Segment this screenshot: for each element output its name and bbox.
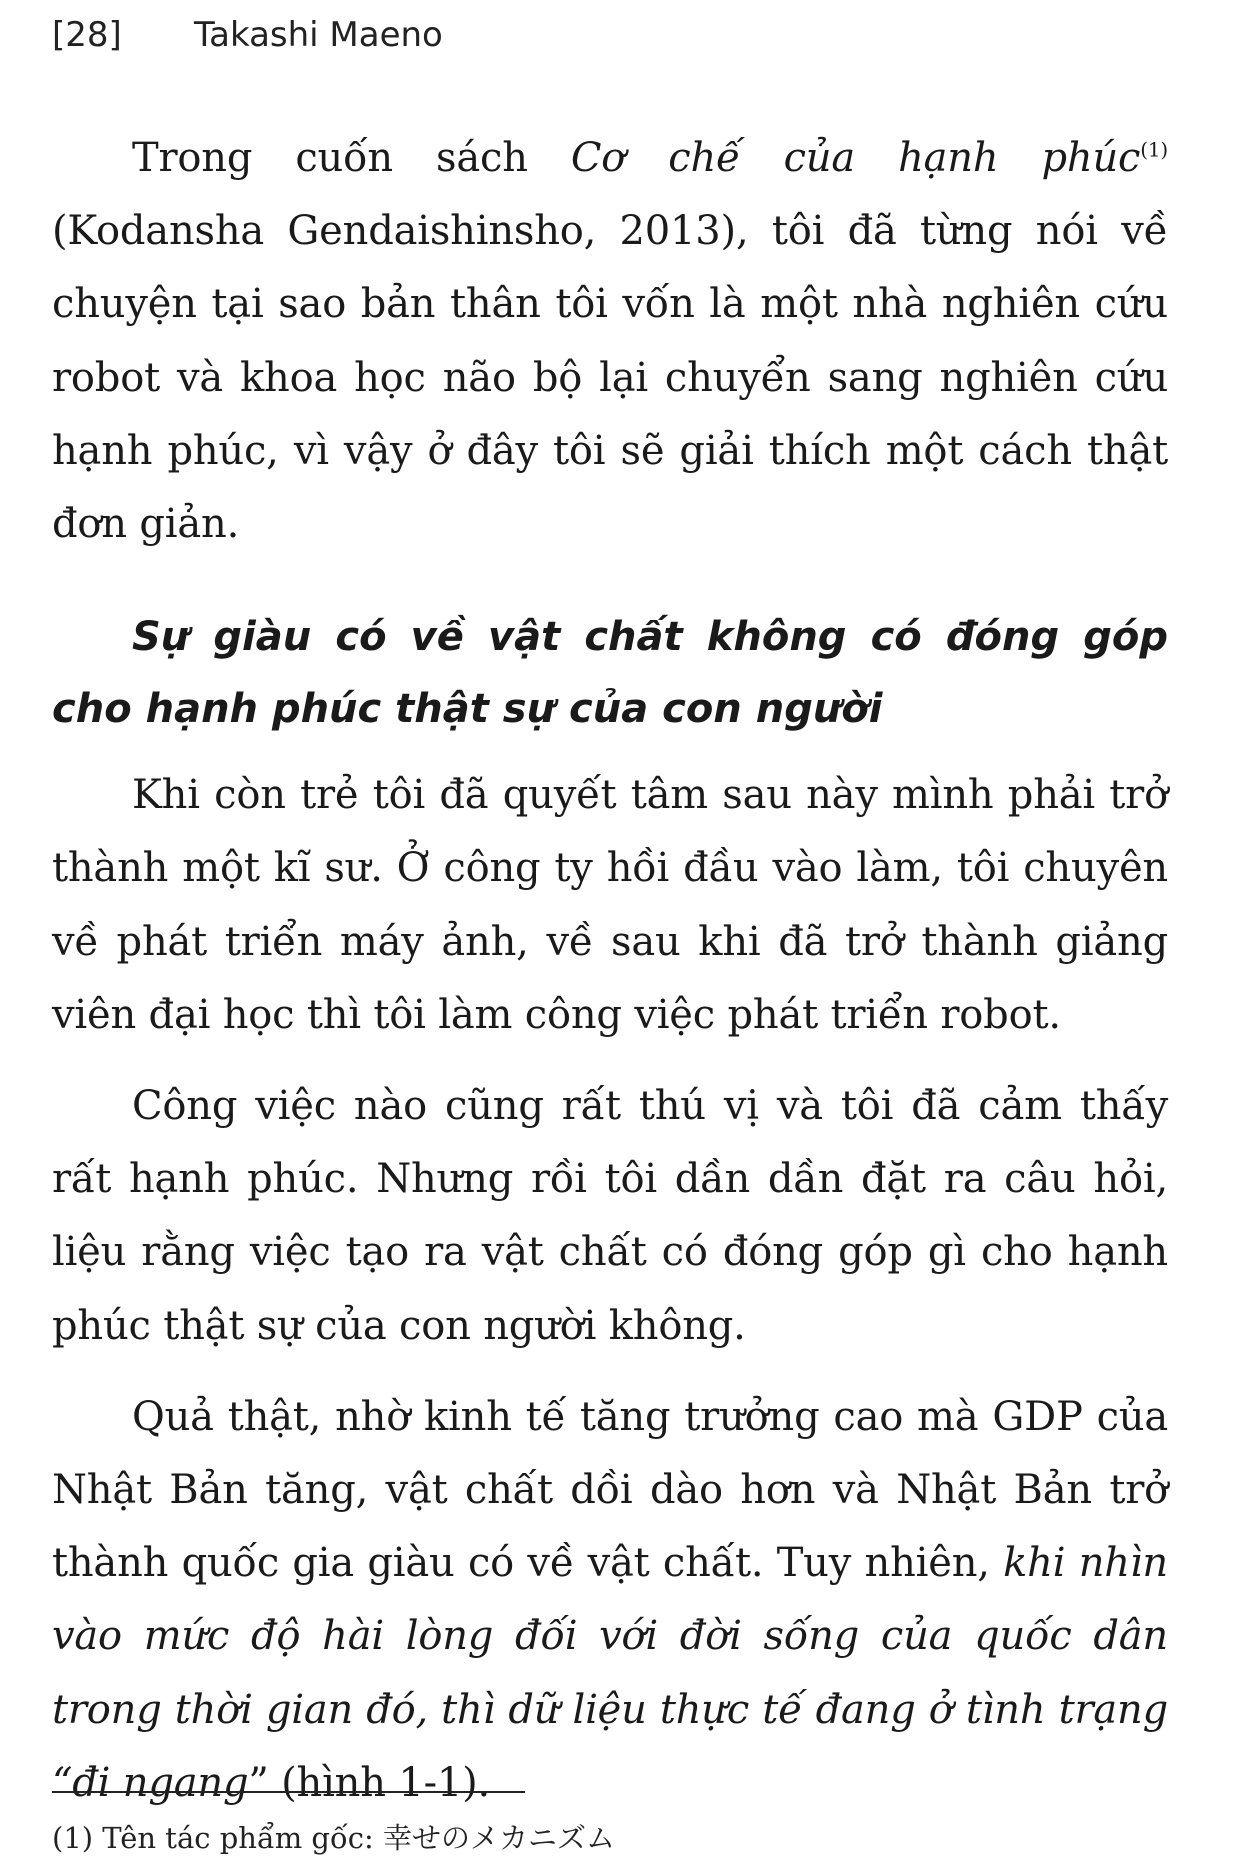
section-heading: Sự giàu có về vật chất không có đóng góp cho hạnh phúc thật sự của con người <box>52 614 1168 733</box>
paragraph-2: Khi còn trẻ tôi đã quyết tâm sau này mình phải trở thành một kĩ sư. Ở công ty hồi đầu vào làm, tôi chuyên về phát triển máy ảnh, về sau khi đã trở thành giảng viên đại học thì tôi làm công việc phát triển robot. <box>52 772 1168 1038</box>
footnote-divider <box>52 1791 525 1793</box>
paragraph-4 <box>52 1381 1168 1820</box>
paragraph-1 <box>52 122 1168 561</box>
running-head <box>52 10 443 60</box>
paragraph-1-intro: Trong cuốn sách <box>132 135 571 181</box>
running-head-author: Takashi Maeno <box>194 15 443 55</box>
paragraph-1-rest: (Kodansha Gendaishinsho, 2013), tôi đã từng nói về chuyện tại sao bản thân tôi vốn là một nhà nghiên cứu robot và khoa học não bộ lại chuyển sang nghiên cứu hạnh phúc, vì vậy ở đây tôi sẽ giải thích một cách thật đơn giản. <box>52 208 1168 548</box>
body-text <box>52 122 1168 1820</box>
paragraph-3: Công việc nào cũng rất thú vị và tôi đã cảm thấy rất hạnh phúc. Nhưng rồi tôi dần dần đặt ra câu hỏi, liệu rằng việc tạo ra vật chất có đóng góp gì cho hạnh phúc thật sự của con người không. <box>52 1083 1168 1349</box>
paragraph-4-normal: Quả thật, nhờ kinh tế tăng trưởng cao mà GDP của Nhật Bản tăng, vật chất dồi dào hơn và Nhật Bản trở thành quốc gia giàu có về vật chất. Tuy nhiên, <box>52 1393 1168 1587</box>
page-number: [28] <box>52 15 122 55</box>
footnote-marker[interactable]: (1) <box>1140 137 1168 162</box>
paragraph-4-tail: ” (hình 1-1). <box>248 1759 491 1806</box>
paragraph-4-italic: khi nhìn vào mức độ hài lòng đối với đời sống của quốc dân trong thời gian đó, thì dữ liệu thực tế đang ở tình trạng “đi ngang <box>52 1540 1168 1806</box>
footnote: (1) Tên tác phẩm gốc: 幸せのメカニズム <box>52 1821 615 1855</box>
book-title: Cơ chế của hạnh phúc <box>570 135 1141 181</box>
